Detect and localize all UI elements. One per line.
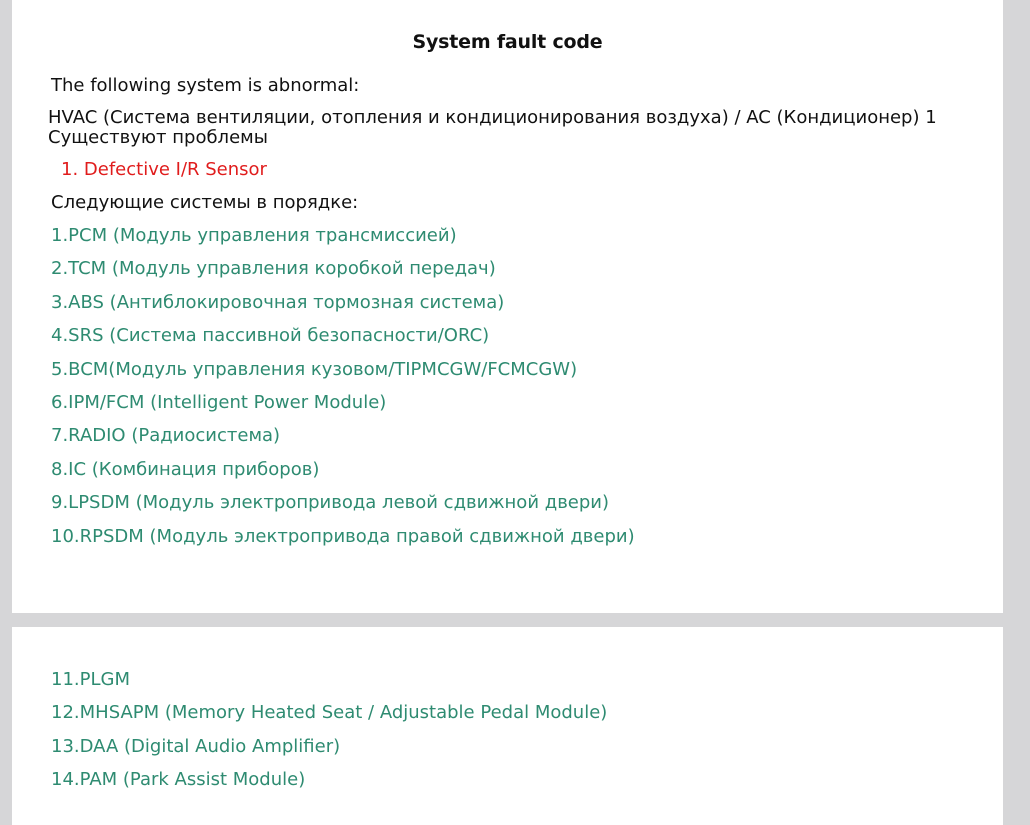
list-item: 5.BCM(Модуль управления кузовом/TIPMCGW/FCMCGW) [51,358,578,380]
report-page-1 [12,0,1003,613]
list-item: 2.TCM (Модуль управления коробкой передач) [51,258,496,280]
abnormal-system [48,108,948,148]
list-item: 7.RADIO (Радиосистема) [51,425,281,447]
ok-systems-list-continued [51,669,607,803]
list-item: 1.PCM (Модуль управления трансмиссией) [51,225,457,246]
list-item: 9.LPSDM (Модуль электропривода левой сдвижной двери) [51,492,610,514]
page-title: System fault code [412,31,603,53]
list-item: 8.IC (Комбинация приборов) [51,458,320,480]
ok-intro: Следующие системы в порядке: [51,192,359,213]
list-item: 6.IPM/FCM (Intelligent Power Module) [51,391,387,413]
abnormal-system-line1: HVAC (Система вентиляции, отопления и кондиционирования воздуха) / AC (Кондиционер) 1 [48,107,937,128]
list-item: 14.PAM (Park Assist Module) [51,769,306,791]
abnormal-system-line2: Существуют проблемы [48,127,268,148]
list-item: 10.RPSDM (Модуль электропривода правой сдвижной двери) [51,525,635,547]
list-item: 4.SRS (Система пассивной безопасности/ORC) [51,325,490,347]
list-item: 3.ABS (Антиблокировочная тормозная система) [51,291,505,313]
abnormal-intro: The following system is abnormal: [51,75,360,96]
report-page-2 [12,627,1003,825]
fault-item: 1. Defective I/R Sensor [61,159,267,180]
list-item: 11.PLGM [51,669,130,690]
ok-systems-list [51,225,635,559]
list-item: 13.DAA (Digital Audio Amplifier) [51,735,341,757]
list-item: 12.MHSAPM (Memory Heated Seat / Adjustable Pedal Module) [51,702,608,724]
